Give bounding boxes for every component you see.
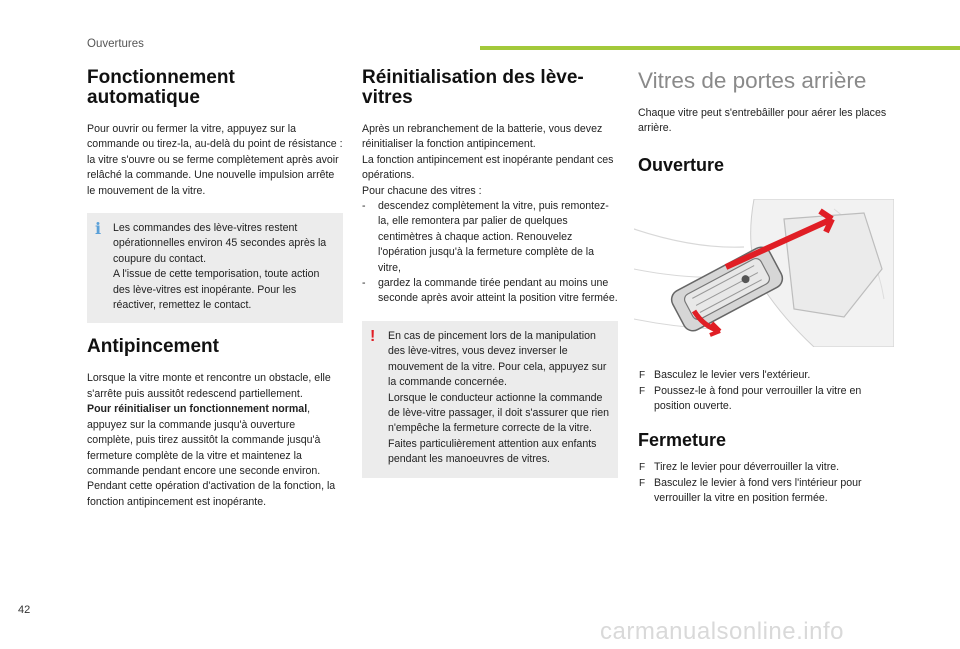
header-accent-bar <box>480 46 960 50</box>
text-reinit-normal: , appuyez sur la commande jusqu'à ouverture complète, puis tirez aussitôt la commande jusqu'à fermeture complète de la vitre et maintenez la commande pendant encore une seconde environ. <box>87 403 321 477</box>
step-text: descendez complètement la vitre, puis remontez-la, elle remontera par palier de quelques centimètres à chaque action. Renouvelez l'opération jusqu'à la fermeture complète de la vitre, <box>378 200 609 274</box>
warning-line-3: Faites particulièrement attention aux enfants pendant les manoeuvres de vitres. <box>388 437 597 466</box>
page-number: 42 <box>18 604 31 616</box>
column-3 <box>638 68 898 507</box>
title-reinitialisation: Réinitialisation des lève-vitres <box>362 67 584 108</box>
info-icon: i <box>95 219 102 239</box>
paragraph-reinit-normal <box>87 402 343 479</box>
step-text: gardez la commande tirée pendant au moins une seconde après avoir atteint la position vitre fermée. <box>378 277 618 305</box>
paragraph-intro: Chaque vitre peut s'entrebâiller pour aérer les places arrière. <box>638 107 887 135</box>
paragraph-activation: Pendant cette opération d'activation de la fonction, la fonction antipincement est inopérante. <box>87 480 336 508</box>
list-item <box>362 276 618 307</box>
step-marker: F <box>639 370 646 382</box>
step-text: Tirez le levier pour déverrouiller la vitre. <box>654 461 840 474</box>
list-item <box>362 199 618 276</box>
rear-window-lever-illustration <box>634 199 894 347</box>
list-item <box>638 460 898 475</box>
paragraph-automatic: Pour ouvrir ou fermer la vitre, appuyez sur la commande ou tirez-la, au-delà du point de résistance : la vitre s'ouvre ou se ferme complètement après avoir relâché la commande. Une nouvelle impulsion arrête le mouvement de la vitre. <box>87 123 343 197</box>
open-steps <box>638 368 898 414</box>
title-vitres-portes-arriere: Vitres de portes arrière <box>638 68 867 93</box>
warning-icon: ! <box>370 327 376 345</box>
warning-box <box>362 321 618 478</box>
list-item <box>638 476 898 507</box>
column-2 <box>362 68 618 478</box>
watermark: carmanualsonline.info <box>600 618 844 645</box>
dash-marker: - <box>362 200 366 213</box>
step-marker: F <box>639 462 646 474</box>
title-fermeture: Fermeture <box>638 430 727 451</box>
title-antipincement: Antipincement <box>87 336 219 358</box>
info-line-1: Les commandes des lève-vitres restent opérationnelles environ 45 secondes après la coupure du contact. <box>113 222 327 265</box>
warning-line-1: En cas de pincement lors de la manipulation des lève-vitres, vous devez inverser le mouvement de la vitre. Pour cela, appuyez sur la commande concernée. <box>388 329 607 389</box>
info-box <box>87 213 343 323</box>
warning-line-2: Lorsque le conducteur actionne la commande de lève-vitre passager, il doit s'assurer que rien n'empêche la fermeture correcte de la vitre. <box>388 391 610 435</box>
title-fonctionnement-automatique: Fonctionnement automatique <box>87 67 235 108</box>
close-steps <box>638 460 898 506</box>
column-1 <box>87 68 343 510</box>
step-marker: F <box>639 385 646 397</box>
step-text: Basculez le levier vers l'extérieur. <box>654 369 811 382</box>
reinit-steps <box>362 199 618 307</box>
step-marker: F <box>639 477 646 489</box>
list-item <box>638 384 898 415</box>
dash-marker: - <box>362 277 366 290</box>
info-line-2: A l'issue de cette temporisation, toute action des lève-vitres est inopérante. Pour les réactiver, remettez le contact. <box>113 268 320 312</box>
paragraph-antipincement: Lorsque la vitre monte et rencontre un obstacle, elle s'arrête puis aussitôt redescend partiellement. <box>87 372 331 400</box>
title-ouverture: Ouverture <box>638 154 725 175</box>
paragraph-chaque-vitre: Pour chacune des vitres : <box>362 184 482 197</box>
list-item <box>638 368 898 383</box>
step-text: Basculez le levier à fond vers l'intérieur pour verrouiller la vitre en position fermée. <box>654 476 862 505</box>
section-header: Ouvertures <box>87 38 144 50</box>
bold-reinit-normal: Pour réinitialiser un fonctionnement normal <box>87 403 308 416</box>
paragraph-battery: Après un rebranchement de la batterie, vous devez réinitialiser la fonction antipincement. <box>362 123 603 151</box>
step-text: Poussez-le à fond pour verrouiller la vitre en position ouverte. <box>654 384 862 413</box>
paragraph-inoperante: La fonction antipincement est inopérante pendant ces opérations. <box>362 153 614 182</box>
